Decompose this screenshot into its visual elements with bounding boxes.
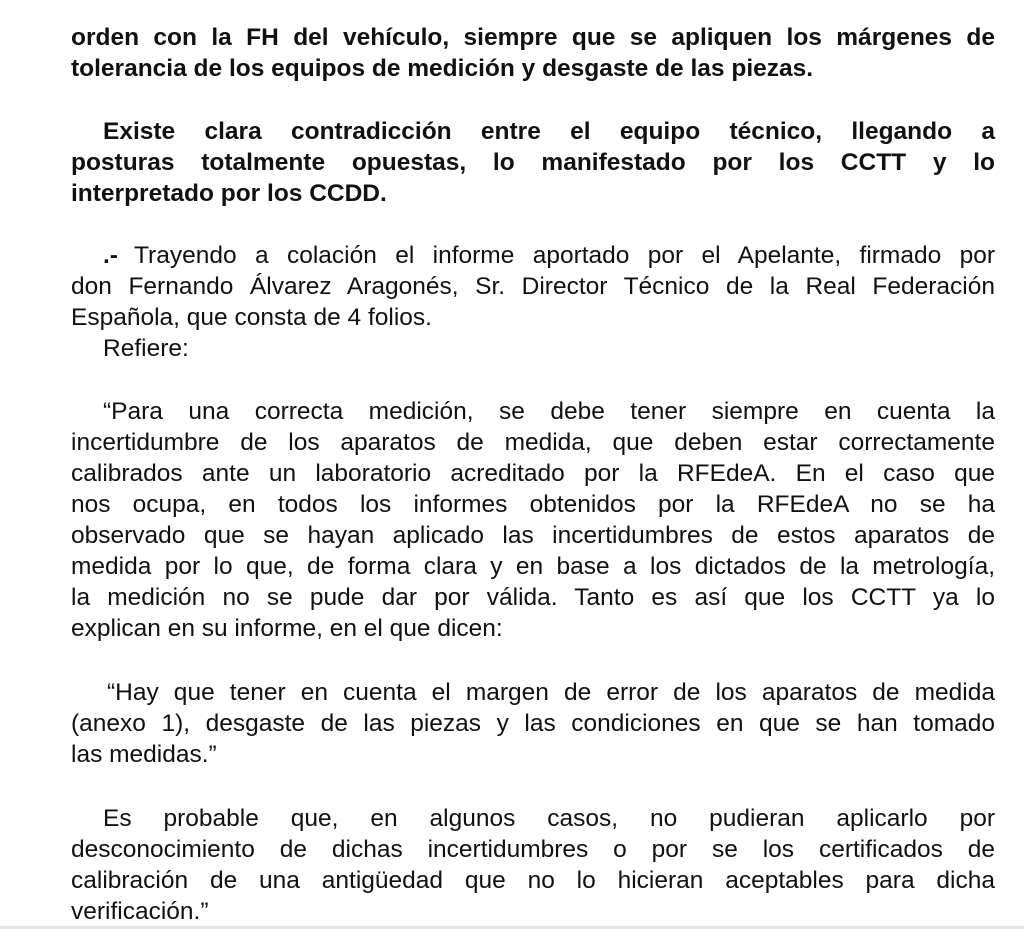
- paragraph-line: nos ocupa, en todos los informes obtenidos por la RFEdeA no se ha: [71, 491, 995, 518]
- paragraph-line: tolerancia de los equipos de medición y desgaste de las piezas.: [71, 55, 814, 82]
- paragraph-line: Española, que consta de 4 folios.: [71, 304, 432, 331]
- paragraph-line: observado que se hayan aplicado las incertidumbres de estos aparatos de: [71, 522, 995, 549]
- paragraph-line: la medición no se pude dar por válida. Tanto es así que los CCTT ya lo: [71, 584, 995, 611]
- paragraph-line: explican en su informe, en el que dicen:: [71, 615, 503, 642]
- paragraph-line: Existe clara contradicción entre el equipo técnico, llegando a: [103, 118, 995, 145]
- paragraph-line: posturas totalmente opuestas, lo manifestado por los CCTT y lo: [71, 149, 995, 176]
- paragraph-line: orden con la FH del vehículo, siempre que se apliquen los márgenes de: [71, 24, 995, 51]
- paragraph-line: (anexo 1), desgaste de las piezas y las condiciones en que se han tomado: [71, 710, 995, 737]
- paragraph-line: calibrados ante un laboratorio acreditado por la RFEdeA. En el caso que: [71, 460, 995, 487]
- paragraph-line: Es probable que, en algunos casos, no pudieran aplicarlo por: [103, 805, 995, 832]
- list-marker: .-: [103, 242, 118, 269]
- paragraph-line: Refiere:: [103, 335, 189, 362]
- paragraph-line: verificación.”: [71, 898, 209, 925]
- paragraph-line: don Fernando Álvarez Aragonés, Sr. Director Técnico de la Real Federación: [71, 273, 995, 300]
- paragraph-line: las medidas.”: [71, 741, 217, 768]
- paragraph-line: desconocimiento de dichas incertidumbres o por se los certificados de: [71, 836, 995, 863]
- paragraph-line: Trayendo a colación el informe aportado por el Apelante, firmado por: [134, 242, 995, 269]
- paragraph-line: “Hay que tener en cuenta el margen de error de los aparatos de medida: [107, 679, 995, 706]
- paragraph-line: incertidumbre de los aparatos de medida, que deben estar correctamente: [71, 429, 995, 456]
- paragraph-line: medida por lo que, de forma clara y en base a los dictados de la metrología,: [71, 553, 995, 580]
- paragraph-line: interpretado por los CCDD.: [71, 180, 387, 207]
- paragraph-line: calibración de una antigüedad que no lo hicieran aceptables para dicha: [71, 867, 995, 894]
- paragraph-line: “Para una correcta medición, se debe tener siempre en cuenta la: [103, 398, 995, 425]
